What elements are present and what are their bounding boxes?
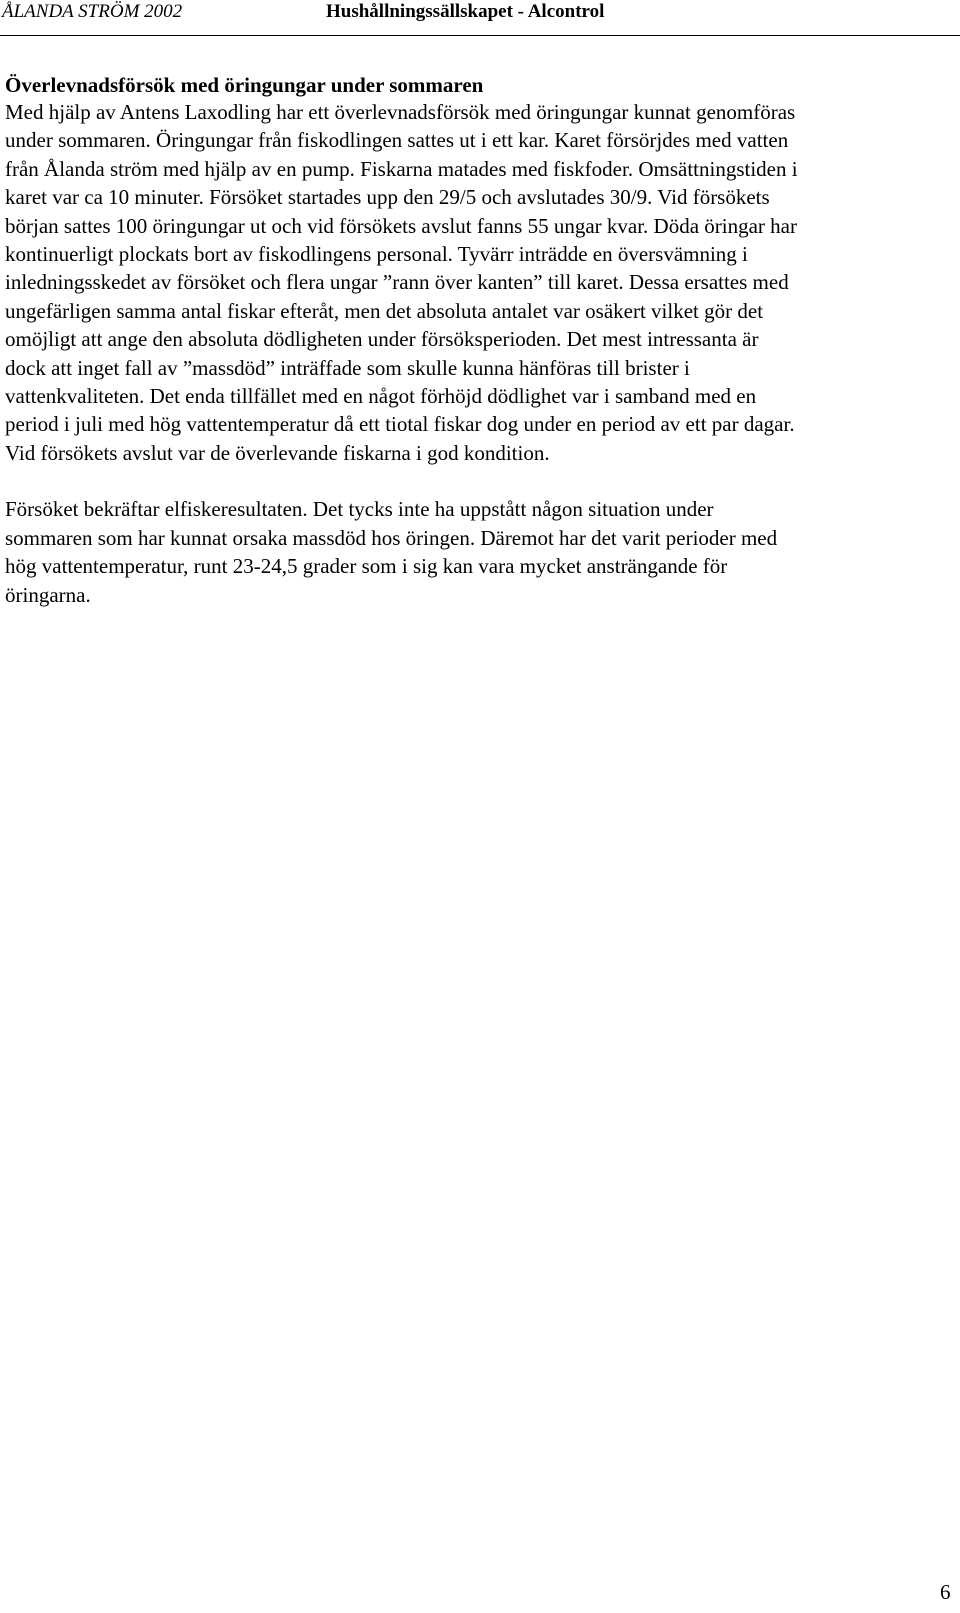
- section-heading: Överlevnadsförsök med öringungar under sommaren: [5, 73, 484, 97]
- body-paragraph-2: Försöket bekräftar elfiskeresultaten. Det tycks inte ha uppstått någon situation under sommaren som har kunnat orsaka massdöd hos öringen. Däremot har det varit perioder med hög vattentemperatur, runt 23-24,5 grader som i sig kan vara mycket ansträngande för öringarna.: [5, 497, 778, 607]
- body-paragraph-1: Med hjälp av Antens Laxodling har ett överlevnadsförsök med öringungar kunnat genomföras under sommaren. Öringungar från fiskodlingen sattes ut i ett kar. Karet försörjdes med vatten från Ålanda ström med hjälp av en pump. Fiskarna matades med fiskfoder. Omsättningstiden i karet var ca 10 minuter. Försöket startades upp den 29/5 och avslutades 30/9. Vid försökets början sattes 100 öringungar ut och vid försökets avslut fanns 55 ungar kvar. Döda öringar har kontinuerligt plockats bort av fiskodlingens personal. Tyvärr inträdde en översvämning i inledningsskedet av försöket och flera ungar ”rann över kanten” till karet. Dessa ersattes med ungefärligen samma antal fiskar efteråt, men det absoluta antalet var osäkert vilket gör det omöjligt att ange den absoluta dödligheten under försöksperioden. Det mest intressanta är dock att inget fall av ”massdöd” inträffade som skulle kunna hänföras till brister i vattenkvaliteten. Det enda tillfället med en något förhöjd dödlighet var i samband med en period i juli med hög vattentemperatur då ett tiotal fiskar dog under en period av ett par dagar. Vid försökets avslut var de överlevande fiskarna i god kondition.: [5, 100, 798, 465]
- header-divider: [0, 35, 960, 36]
- document-body: [5, 72, 950, 609]
- header-report-title: ÅLANDA STRÖM 2002: [2, 1, 183, 22]
- page-number: 6: [940, 1580, 951, 1604]
- header-organization: Hushållningssällskapet - Alcontrol: [326, 1, 605, 22]
- page-header: [0, 0, 960, 26]
